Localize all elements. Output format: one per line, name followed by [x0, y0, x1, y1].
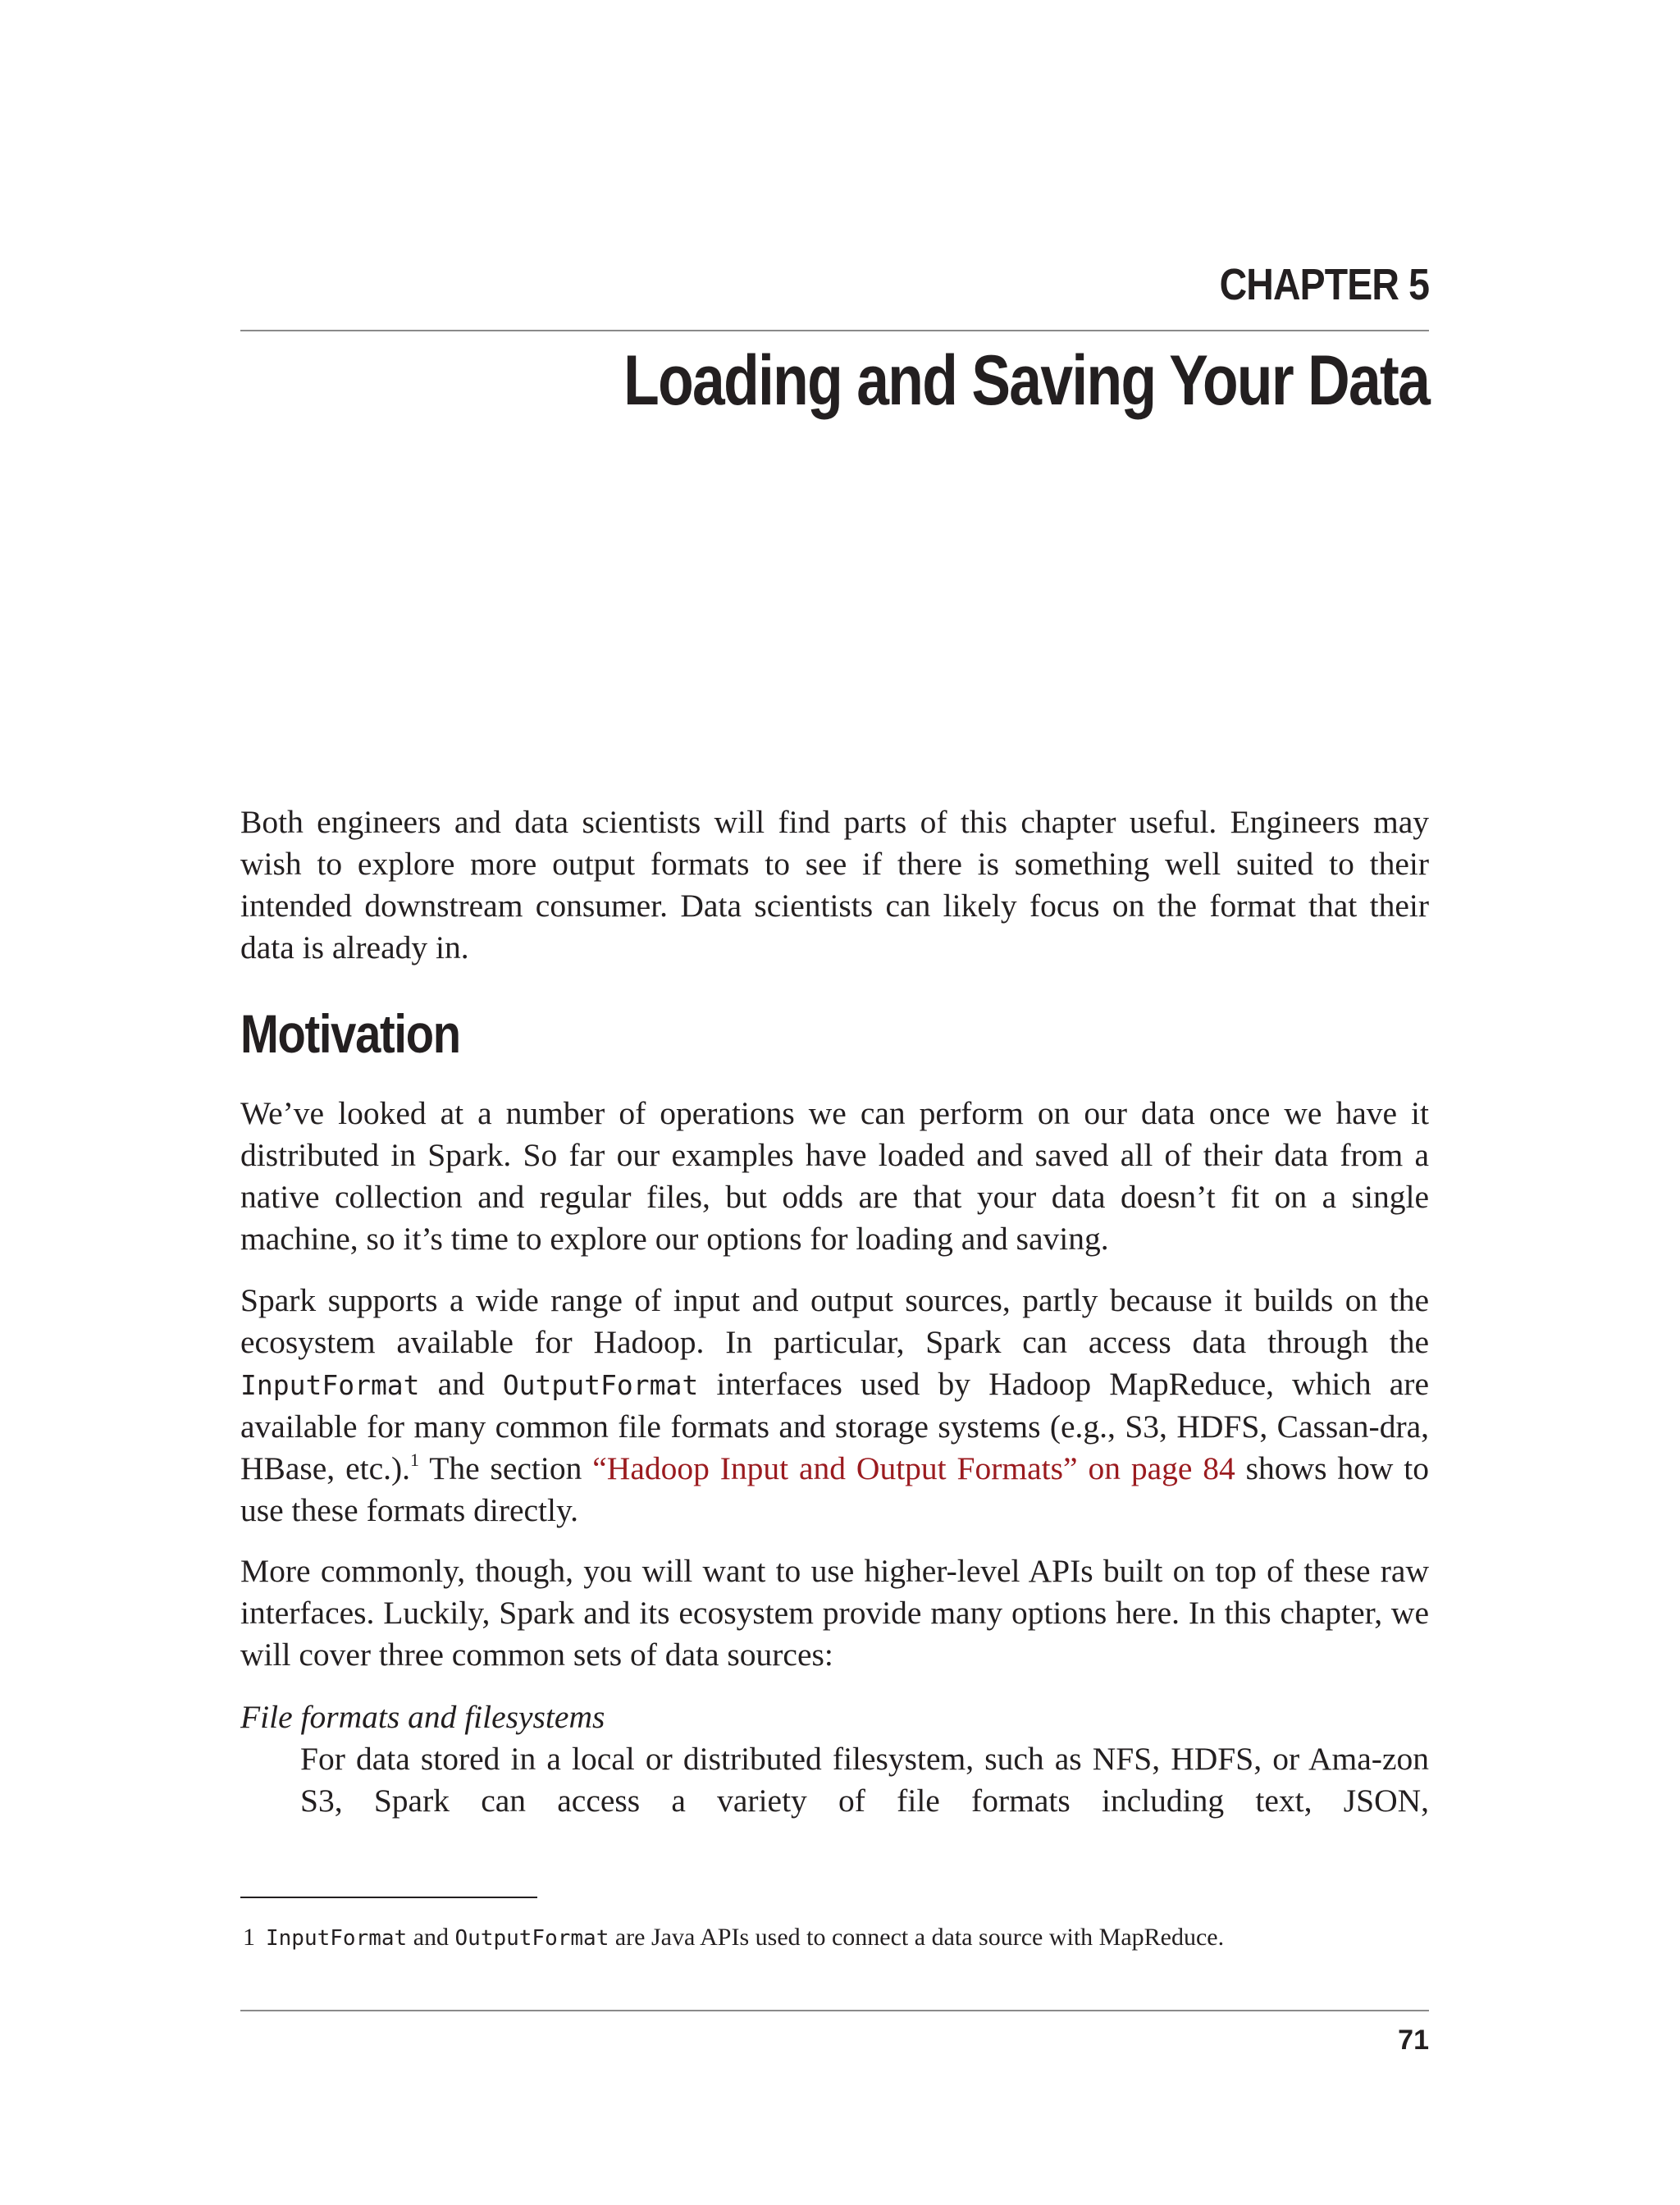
- paragraph-text: The section: [419, 1450, 593, 1486]
- footer-rule: [240, 2010, 1429, 2011]
- inline-code-outputformat: OutputFormat: [502, 1369, 699, 1401]
- footnote-reference[interactable]: 1: [410, 1449, 420, 1470]
- footnote-text: are Java APIs used to connect a data source with MapReduce.: [609, 1924, 1225, 1951]
- motivation-paragraph-1: We’ve looked at a number of operations we can perform on our data once we have it distributed in Spark. So far our examples have loaded and saved all of their data from a native collection and regular files, but odds are that your data doesn’t fit on a single machine, so it’s time to explore our options for loading and saving.: [240, 1095, 1429, 1257]
- footnote-rule: [240, 1897, 537, 1898]
- intro-paragraph: Both engineers and data scientists will find parts of this chapter useful. Engineers may wish to explore more output formats to see if there is something well suited to their intended downstream consumer. Data scientists can likely focus on the format that their data is already in.: [240, 804, 1429, 966]
- paragraph-text: Spark supports a wide range of input and output sources, partly because it builds on the ecosystem available for Hadoop. In particular, Spark can access data through the: [240, 1282, 1429, 1360]
- chapter-label: CHAPTER 5: [1219, 260, 1429, 309]
- motivation-paragraph-2: [240, 1280, 1429, 1532]
- chapter-title: Loading and Saving Your Data: [623, 341, 1429, 420]
- list-term-description: For data stored in a local or distributed filesystem, such as NFS, HDFS, or Ama-zon S3, Spark can access a variety of file formats including text, JSON,: [300, 1741, 1429, 1819]
- footnote-code-inputformat: InputFormat: [266, 1926, 408, 1951]
- footnote-code-outputformat: OutputFormat: [454, 1926, 609, 1951]
- paragraph-text: and: [419, 1366, 503, 1402]
- chapter-rule: [240, 330, 1429, 331]
- footnote-number: 1: [243, 1924, 255, 1951]
- inline-code-inputformat: InputFormat: [240, 1369, 420, 1401]
- paragraph-text: shows how to use these formats directly.: [240, 1450, 1429, 1528]
- cross-reference-link[interactable]: “Hadoop Input and Output Formats” on page 84: [592, 1450, 1235, 1486]
- list-term: File formats and filesystems: [240, 1699, 605, 1735]
- footnote: [243, 1921, 1224, 1955]
- motivation-paragraph-3: More commonly, though, you will want to use higher-level APIs built on top of these raw interfaces. Luckily, Spark and its ecosystem provide many options here. In this chapter, we will cover three common sets of data sources:: [240, 1553, 1429, 1673]
- section-heading: Motivation: [240, 1003, 460, 1064]
- page-number: 71: [1398, 2025, 1429, 2056]
- paragraph-text: interfaces used by Hadoop MapReduce, which are available for many common file formats and storage systems (e.g., S3, HDFS, Cassan-dra, HBase, etc.).: [240, 1366, 1429, 1486]
- footnote-text: and: [407, 1924, 455, 1951]
